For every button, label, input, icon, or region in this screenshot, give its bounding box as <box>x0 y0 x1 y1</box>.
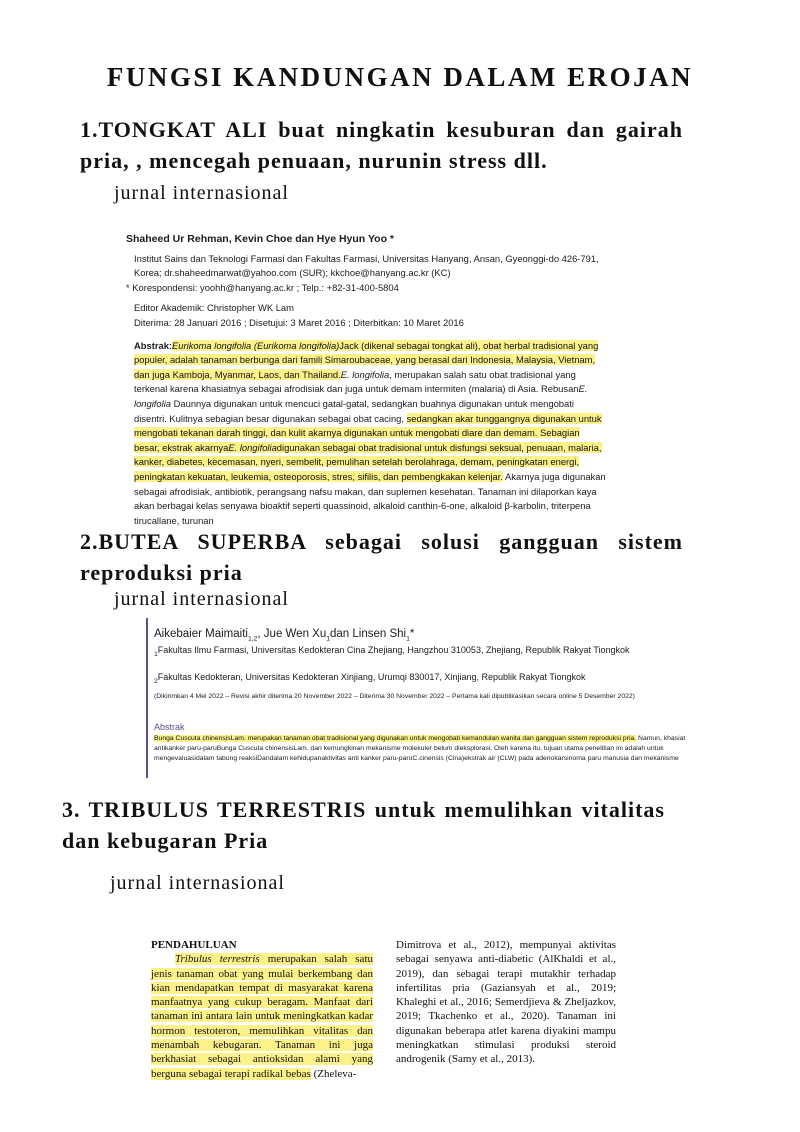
tongkat-ali-excerpt <box>126 232 606 528</box>
butea-superba-excerpt <box>146 618 686 778</box>
tribulus-column-1 <box>151 938 373 1081</box>
section2-journal-label: jurnal internasional <box>114 588 289 610</box>
intro-heading: PENDAHULUAN <box>151 939 237 951</box>
butea-abstract-label: Abstrak <box>154 721 185 732</box>
tongkat-ali-dates: Diterima: 28 Januari 2016 ; Disetujui: 3 Maret 2016 ; Diterbitkan: 10 Maret 2016 <box>134 316 464 328</box>
butea-dates: (Dikirimkan 4 Mei 2022 – Revisi akhir diterima 20 November 2022 – Diterima 30 November 2022 – Pertama kali dipublikasikan secara online 5 Desember 2022) <box>154 692 635 700</box>
butea-authors: Aikebaier Maimaiti$_{1,2}$, Jue Wen $Xu_1dan$ Linsen Shi$_1$* <box>154 628 415 643</box>
section1-journal-label: jurnal internasional <box>114 182 289 204</box>
highlight: Sebagian besar, ekstrak akarnyaE. longifoliadigunakan sebagai obat tradisional untuk disfungsi seksual, penuaan, malaria, kanker, diabetes, kecemasan, nyeri, sembelit, pemulihan setelah berolahraga, demam, peningkatan energi, peningkatan kekuatan, leukemia, osteoporosis, stres, sifilis, dan pembengkakan kelenjar. <box>134 427 602 482</box>
highlight: sedangkan akar tunggangnya digunakan untuk mengobati tekanan darah tinggi, dan kulit akarnya digunakan untuk mengobati diare dan demam. <box>134 412 602 439</box>
butea-abstract: Bunga Cuscuta chinensisLam. merupakan tanaman obat tradisional yang digunakan untuk mengobati kemandulan wanita dan gangguan sistem reproduksi pria. Namun, khasiat antikanker paru-paruBunga Cuscuta chinensisLam. dan kemungkinan mekanisme molekuler belum dieksplorasi. Oleh karena itu, tujuan utama penelitian ini adalah untuk mengevaluasidalam tabung reaksiDandalam kehidupanaktivitas anti kanker paru-paruC.cinensis (Cina)ekstrak air (CLW) pada adenokarsinoma paru manusia dan mekanisme <box>154 734 686 762</box>
section1-heading: 1.TONGKAT ALI buat ningkatin kesuburan dan gairah pria, , mencegah penuaan, nurunin stress dll. <box>80 117 683 173</box>
section2-heading: 2.BUTEA SUPERBA sebagai solusi gangguan sistem reproduksi pria <box>80 529 683 585</box>
abstract-label: Abstrak: <box>134 339 173 351</box>
tongkat-ali-correspondence: * Korespondensi: yoohh@hanyang.ac.kr ; Telp.: +82-31-400-5804 <box>126 281 399 293</box>
highlight: Tribulus terrestris merupakan salah satu jenis tanaman obat yang mulai berkembang dan kian mendapatkan tempat di masyarakat karena manfaatnya yang cukup beragam. Manfaat dari tanaman ini antara lain untuk meningkatkan kadar hormon testoteron, memulihkan vitalitas dan menambah kebugaran. Tanaman ini juga berkhasiat sebagai antioksidan alami yang berguna sebagai terapi radikal bebas <box>151 953 373 1080</box>
butea-affiliation-1: $_1$Fakultas Ilmu Farmasi, Universitas Kedokteran Cina Zhejiang, Hangzhou 310053, Zhejiang, Republik Rakyat Tiongkok <box>154 645 630 659</box>
section3-heading: 3. TRIBULUS TERRESTRIS untuk memulihkan vitalitas dan kebugaran Pria <box>62 797 665 853</box>
tribulus-column-2: Dimitrova et al., 2012), mempunyai aktivitas sebagai senyawa anti-diabetic (AlKhaldi et al., 2019), dan sebagai terapi mutakhir terhadap infertilitas pria (Gaziansyah et al., 2019; Khaleghi et al., 2016; Semerdjieva & Zheljazkov, 2019; Tkachenko et al., 2020). Tanaman ini digunakan beberapa atlet karena diyakini mampu meningkatkan stimulasi produksi steroid androgenik (Samy et al., 2013). <box>396 939 616 1066</box>
butea-affiliation-2: $_2$Fakultas Kedokteran, Universitas Kedokteran Xinjiang, Urumqi 830017, Xinjiang, Republik Rakyat Tiongkok <box>154 672 586 685</box>
page-title: FUNGSI KANDUNGAN DALAM EROJAN <box>106 62 694 92</box>
tongkat-ali-abstract: Abstrak:Eurikoma longifolia (Eurikoma longifolia)Jack (dikenal sebagai tongkat ali), obat herbal tradisional yang populer, adalah tanaman berbunga dari famili Simaroubaceae, yang berasal dari Indonesia, Malaysia, Vietnam, dan juga Kamboja, Myanmar, Laos, dan Thailand.E. longifolia, merupakan salah satu obat tradisional yang terkenal karena khasiatnya sebagai afrodisiak dan juga untuk demam intermiten (malaria) di Asia. RebusanE. longifolia Daunnya digunakan untuk mencuci gatal-gatal, sedangkan buahnya digunakan untuk mengobati disentri. Kulitnya sebagian besar digunakan sebagai obat cacing, sedangkan akar tunggangnya digunakan untuk mengobati tekanan darah tinggi, dan kulit akarnya digunakan untuk mengobati diare dan demam. Sebagian besar, ekstrak akarnyaE. longifoliadigunakan sebagai obat tradisional untuk disfungsi seksual, penuaan, malaria, kanker, diabetes, kecemasan, nyeri, sembelit, pemulihan setelah berolahraga, demam, peningkatan energi, peningkatan kekuatan, leukemia, osteoporosis, stres, sifilis, dan pembengkakan kelenjar. Akarnya juga digunakan sebagai afrodisiak, antibiotik, perangsang nafsu makan, dan suplemen kesehatan. Tanaman ini dilaporkan kaya akan berbagai kelas senyawa bioaktif seperti quassinoid, alkaloid canthin-6-one, alkaloid β-karbolin, triterpena tirucallane, turunan <box>134 339 606 526</box>
highlight: Eurikoma longifolia (Eurikoma longifolia)Jack (dikenal sebagai tongkat ali), obat herbal tradisional yang populer, adalah tanaman berbunga dari famili Simaroubaceae, yang berasal dari Indonesia, Malaysia, Vietnam, dan juga Kamboja, Myanmar, Laos, dan Thailand. <box>134 339 599 380</box>
section3-journal-label: jurnal internasional <box>110 872 285 894</box>
tongkat-ali-affiliation: Institut Sains dan Teknologi Farmasi dan Fakultas Farmasi, Universitas Hanyang, Ansan, Gyeonggi-do 426-791, Korea; dr.shaheedmarwat@yahoo.com (SUR); kkchoe@hanyang.ac.kr (KC) <box>134 252 599 279</box>
tongkat-ali-authors: Shaheed Ur Rehman, Kevin Choe dan Hye Hyun Yoo * <box>126 233 395 245</box>
highlight: Bunga Cuscuta chinensisLam. merupakan tanaman obat tradisional yang digunakan untuk mengobati kemandulan wanita dan gangguan sistem reproduksi pria. <box>154 734 637 742</box>
tongkat-ali-editor: Editor Akademik: Christopher WK Lam <box>134 302 294 314</box>
tribulus-paragraph: Tribulus terrestris merupakan salah satu jenis tanaman obat yang mulai berkembang dan kian mendapatkan tempat di masyarakat karena manfaatnya yang cukup beragam. Manfaat dari tanaman ini antara lain untuk meningkatkan kadar hormon testoteron, memulihkan vitalitas dan menambah kebugaran. Tanaman ini juga berkhasiat sebagai antioksidan alami yang berguna sebagai terapi radikal bebas (Zheleva- <box>151 953 373 1080</box>
